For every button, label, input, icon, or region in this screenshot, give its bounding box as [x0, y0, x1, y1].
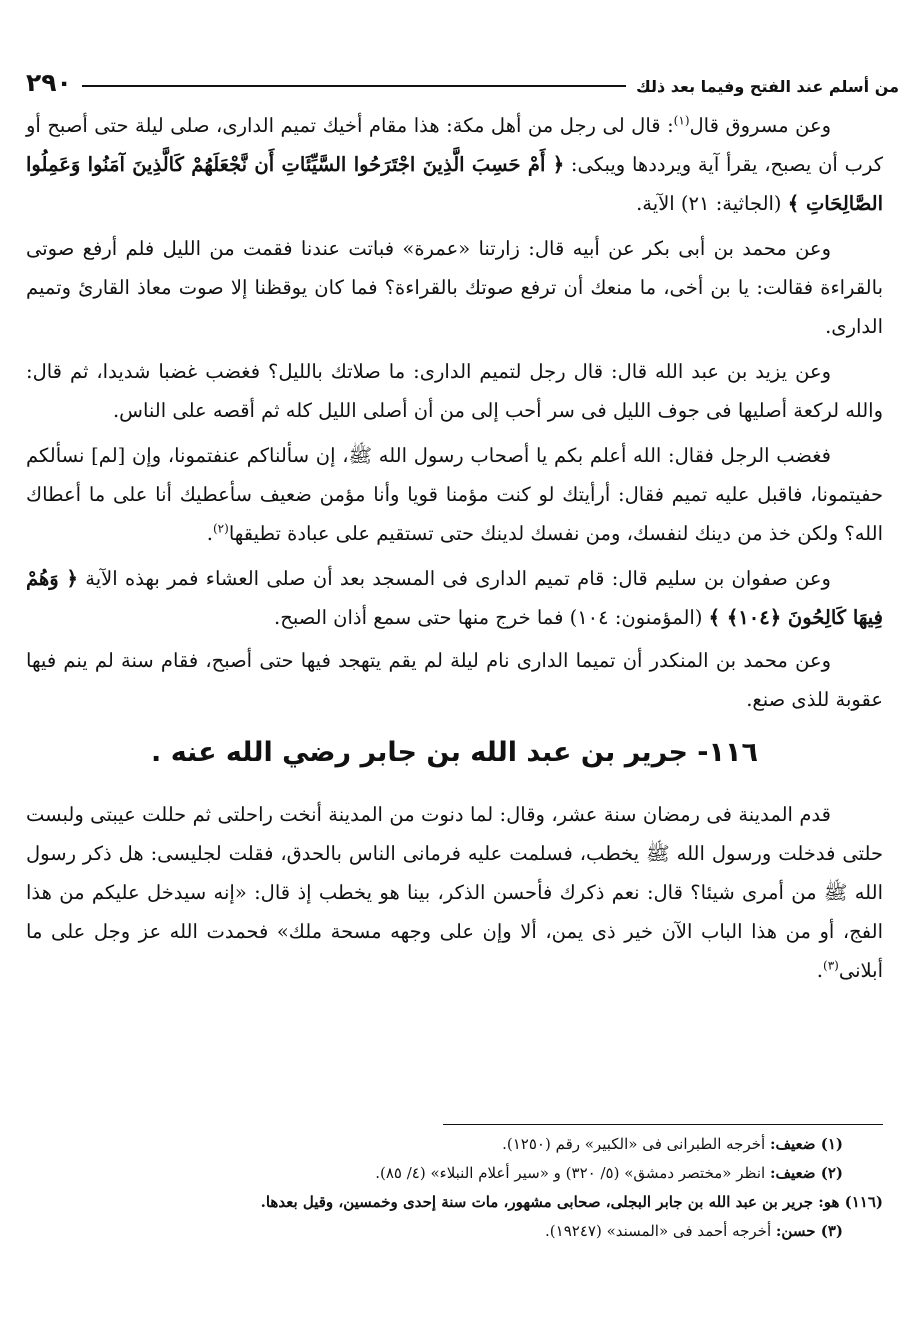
footnote-ref: (٢) [212, 521, 229, 536]
body-text [26, 106, 883, 996]
page-number: ٢٩٠ [26, 67, 72, 97]
running-title: من أسلم عند الفتح وفيما بعد ذلك [636, 76, 899, 96]
section-heading: ١١٦- جرير بن عبد الله بن جابر رضي الله عنه . [151, 737, 758, 768]
footnote-3: (٣) حسن: أخرجه أحمد فى «المسند» (١٩٢٤٧). [545, 1222, 843, 1240]
running-header [12, 62, 899, 102]
footnote-1: (١) ضعيف: أخرجه الطبرانى فى «الكبير» رقم (١٢٥٠). [502, 1135, 843, 1153]
paragraph-munkadir: وعن محمد بن المنكدر أن تميما الدارى نام ليلة لم يقم يتهجد فيها حتى أصبح، فقام سنة لم ينم فيها عقوبة للذى صنع. [26, 649, 883, 711]
paragraph-man-angry: فغضب الرجل فقال: الله أعلم بكم يا أصحاب رسول الله ﷺ، إن سألناكم عنفتمونا، وإن [لم] نسألكم حفيتمونا، فاقبل عليه تميم فقال: أرأيتك لو كنت مؤمنا قويا وأنا مؤمن ضعيف سأعطيك أنا على ما أعطاك الله؟ ولكن خذ من دينك لنفسك، ومن نفسك لدينك حتى تستقيم على عبادة تطيقها$^{(٢)}$. [26, 444, 883, 545]
quran-verse: ﴿ وَهُمْ فِيهَا كَالِحُونَ ﴿١٠٤﴾ ﴾ [26, 567, 883, 629]
footnote-ref: (١) [673, 113, 690, 128]
quran-verse: ﴿ أَمْ حَسِبَ الَّذِينَ اجْتَرَحُوا السَّيِّئَاتِ أَن نَّجْعَلَهُمْ كَالَّذِينَ آمَنُوا وَعَمِلُوا الصَّالِحَاتِ ﴾ [26, 153, 883, 215]
footnotes [26, 1130, 883, 1246]
paragraph-yazid: وعن يزيد بن عبد الله قال: قال رجل لتميم الدارى: ما صلاتك بالليل؟ فغضب غضبا شديدا، ثم قال: والله لركعة أصليها فى جوف الليل فى سر أحب إلى من أن أصلى الليل كله ثم أقصه على الناس. [26, 360, 883, 422]
paragraph-jarir: قدم المدينة فى رمضان سنة عشر، وقال: لما دنوت من المدينة أنخت راحلتى ثم حللت عيبتى ولبست حلتى فدخلت ورسول الله ﷺ يخطب، فسلمت عليه فرمانى الناس بالحدق، فقلت لجليسى: هل ذكر رسول الله ﷺ من أمرى شيئا؟ قال: نعم ذكرك فأحسن الذكر، بينا هو يخطب إذ قال: «إنه سيدخل عليكم من هذا الفج، أو من هذا الباب الآن خير ذى يمن، ألا وإن على وجهه مسحة ملك» فحمدت الله عز وجل على ما أبلانى$^{(٣)}$. [26, 803, 883, 982]
paragraph-masruq: وعن مسروق قال$^{(١)}$: قال لى رجل من أهل مكة: هذا مقام أخيك تميم الدارى، صلى ليلة حتى أصبح أو كرب أن يصبح، يقرأ آية ويرددها ويبكى: ﴿ أَمْ حَسِبَ الَّذِينَ اجْتَرَحُوا السَّيِّئَاتِ أَن نَّجْعَلَهُمْ كَالَّذِينَ آمَنُوا وَعَمِلُوا الصَّالِحَاتِ ﴾ (الجاثية: ٢١) الآية. [26, 113, 883, 215]
footnote-rule [443, 1124, 883, 1125]
footnote-116: (١١٦) هو: جرير بن عبد الله بن جابر البجلى، صحابى مشهور، مات سنة إحدى وخمسين، وقيل بعدها. [260, 1193, 883, 1211]
header-rule [82, 85, 626, 87]
paragraph-safwan: وعن صفوان بن سليم قال: قام تميم الدارى فى المسجد بعد أن صلى العشاء فمر بهذه الآية ﴿ وَهُمْ فِيهَا كَالِحُونَ ﴿١٠٤﴾ ﴾ (المؤمنون: ١٠٤) فما خرج منها حتى سمع أذان الصبح. [26, 567, 883, 629]
paragraph-muhammad-ibn-abi-bakr: وعن محمد بن أبى بكر عن أبيه قال: زارتنا «عمرة» فباتت عندنا فقمت من الليل فلم أرفع صوتى بالقراءة فقالت: يا بن أخى، ما منعك أن ترفع صوتك بالقراءة؟ فما كان يوقظنا إلا صوت معاذ القارئ وتميم الدارى. [26, 237, 883, 338]
footnote-ref: (٣) [823, 958, 839, 973]
footnote-2: (٢) ضعيف: انظر «مختصر دمشق» (٥/ ٣٢٠) و «سير أعلام النبلاء» (٤/ ٨٥). [375, 1164, 843, 1182]
